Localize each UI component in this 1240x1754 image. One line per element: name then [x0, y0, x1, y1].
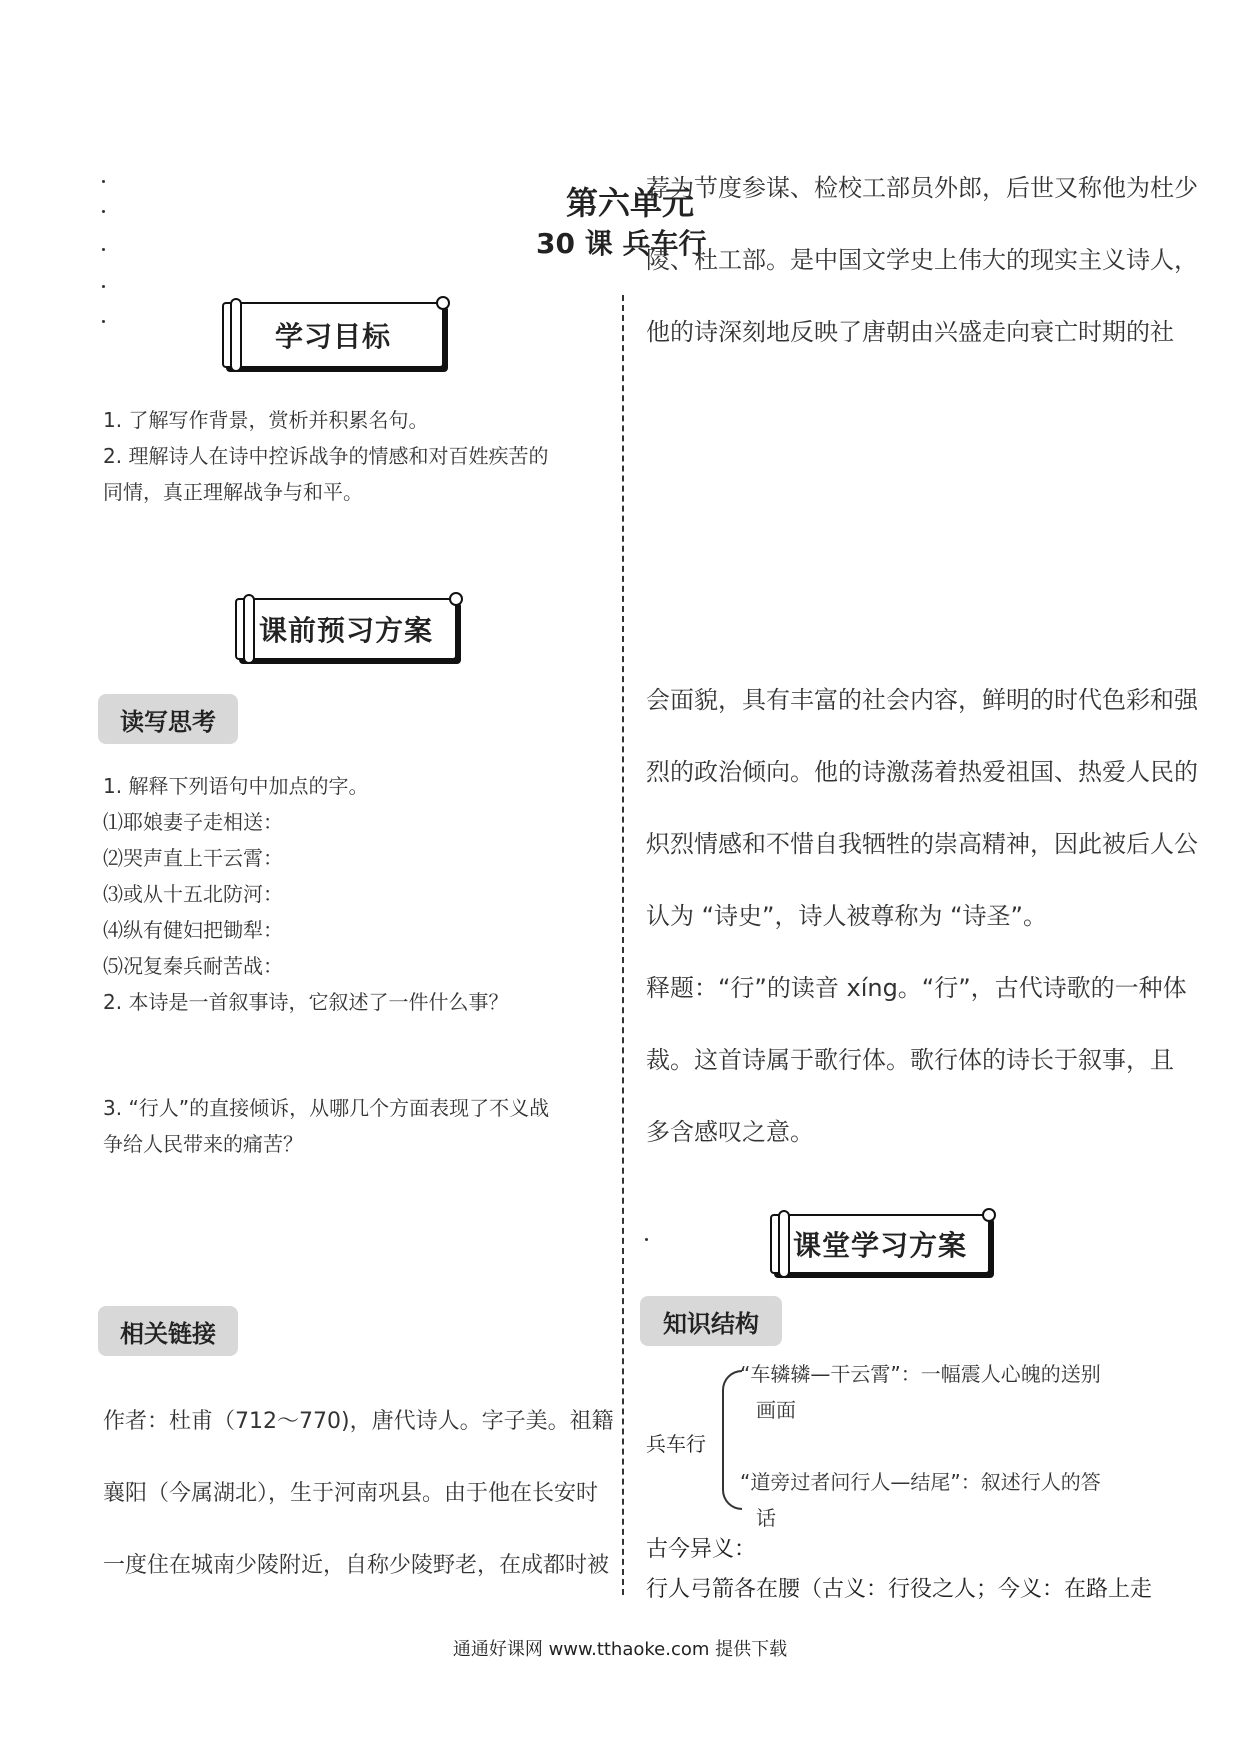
- question-1: 1. 解释下列语句中加点的字。: [103, 774, 369, 798]
- column-divider: [622, 295, 624, 1595]
- footer: 通通好课网 www.tthaoke.com 提供下载: [452, 1639, 788, 1660]
- read-think-text: 读写思考: [120, 707, 216, 736]
- margin-dot: [102, 180, 105, 183]
- author-line: 一度住在城南少陵附近，自称少陵野老，在成都时被: [103, 1553, 610, 1578]
- question-1-item: ⑸况复秦兵耐苦战：: [103, 954, 283, 978]
- objective-item: 同情，真正理解战争与和平。: [103, 480, 363, 504]
- right-line: 多含感叹之意。: [646, 1118, 814, 1146]
- knowledge-text: 知识结构: [663, 1309, 759, 1338]
- question-2: 2. 本诗是一首叙事诗，它叙述了一件什么事？: [103, 990, 509, 1014]
- struct-root: 兵车行: [646, 1432, 706, 1456]
- author-block: [103, 1386, 613, 1602]
- right-mid-text: [646, 664, 1198, 1168]
- objectives-list: [103, 402, 603, 510]
- question-1-item: ⑷纵有健妇把锄犁：: [103, 918, 283, 942]
- right-line: 会面貌，具有丰富的社会内容，鲜明的时代色彩和强: [646, 686, 1198, 714]
- objective-item: 2. 理解诗人在诗中控诉战争的情感和对百姓疾苦的: [103, 444, 549, 468]
- brace-icon: [722, 1370, 742, 1510]
- lesson-title: 30 课 兵车行: [536, 227, 707, 260]
- question-3-line: 争给人民带来的痛苦？: [103, 1132, 303, 1156]
- preview-title: 课前预习方案: [258, 614, 433, 647]
- author-line: 作者：杜甫（712～770)，唐代诗人。字子美。祖籍: [103, 1409, 614, 1434]
- right-line: 烈的政治倾向。他的诗激荡着热爱祖国、热爱人民的: [646, 758, 1198, 786]
- struct-item: 画面: [756, 1398, 796, 1422]
- question-3: [103, 1090, 613, 1162]
- right-line: 认为 “诗史”，诗人被尊称为 “诗圣”。: [646, 902, 1047, 930]
- margin-dot: [102, 285, 105, 288]
- margin-dot: [102, 248, 105, 251]
- question-1-item: ⑶或从十五北防河：: [103, 882, 283, 906]
- author-line: 襄阳（今属湖北），生于河南巩县。由于他在长安时: [103, 1481, 599, 1506]
- ancient-line: 行人弓箭各在腰（古义：行役之人；今义：在路上走: [646, 1577, 1153, 1602]
- class-title: 课堂学习方案: [792, 1229, 967, 1262]
- right-line: 释题：“行”的读音 xíng。“行”，古代诗歌的一种体: [646, 974, 1187, 1002]
- objectives-banner: [222, 302, 444, 368]
- struct-item: 话: [756, 1506, 776, 1530]
- class-banner: [770, 1214, 990, 1274]
- right-line: 裁。这首诗属于歌行体。歌行体的诗长于叙事，且: [646, 1046, 1174, 1074]
- right-line: 荐为节度参谋、检校工部员外郎，后世又称他为杜少: [646, 174, 1198, 202]
- ancient-modern-label: 古今异义：: [646, 1537, 757, 1562]
- links-label: [98, 1306, 238, 1356]
- margin-dot: [102, 210, 105, 213]
- links-text: 相关链接: [120, 1319, 216, 1348]
- right-line: 他的诗深刻地反映了唐朝由兴盛走向衰亡时期的社: [646, 318, 1174, 346]
- knowledge-label: [640, 1296, 782, 1346]
- question-1-item: ⑵哭声直上干云霄：: [103, 846, 283, 870]
- objectives-title: 学习目标: [274, 320, 391, 353]
- right-top-text: [646, 152, 1198, 368]
- struct-item: “道旁过者问行人—结尾”：叙述行人的答: [740, 1470, 1101, 1494]
- questions-block: [103, 768, 613, 1020]
- right-line: 炽烈情感和不惜自我牺牲的崇高精神，因此被后人公: [646, 830, 1198, 858]
- margin-dot: [645, 1238, 648, 1241]
- question-1-item: ⑴耶娘妻子走相送：: [103, 810, 283, 834]
- struct-item: “车辚辚—干云霄”：一幅震人心魄的送别: [740, 1362, 1101, 1386]
- preview-banner: [235, 598, 457, 660]
- objective-item: 1. 了解写作背景，赏析并积累名句。: [103, 408, 429, 432]
- struct-items: [740, 1356, 1160, 1536]
- margin-dot: [102, 320, 105, 323]
- read-think-label: [98, 694, 238, 744]
- right-line: 陵、杜工部。是中国文学史上伟大的现实主义诗人，: [646, 246, 1198, 274]
- question-3-line: 3. “行人”的直接倾诉，从哪几个方面表现了不义战: [103, 1096, 550, 1120]
- unit-title: 第六单元: [566, 184, 695, 222]
